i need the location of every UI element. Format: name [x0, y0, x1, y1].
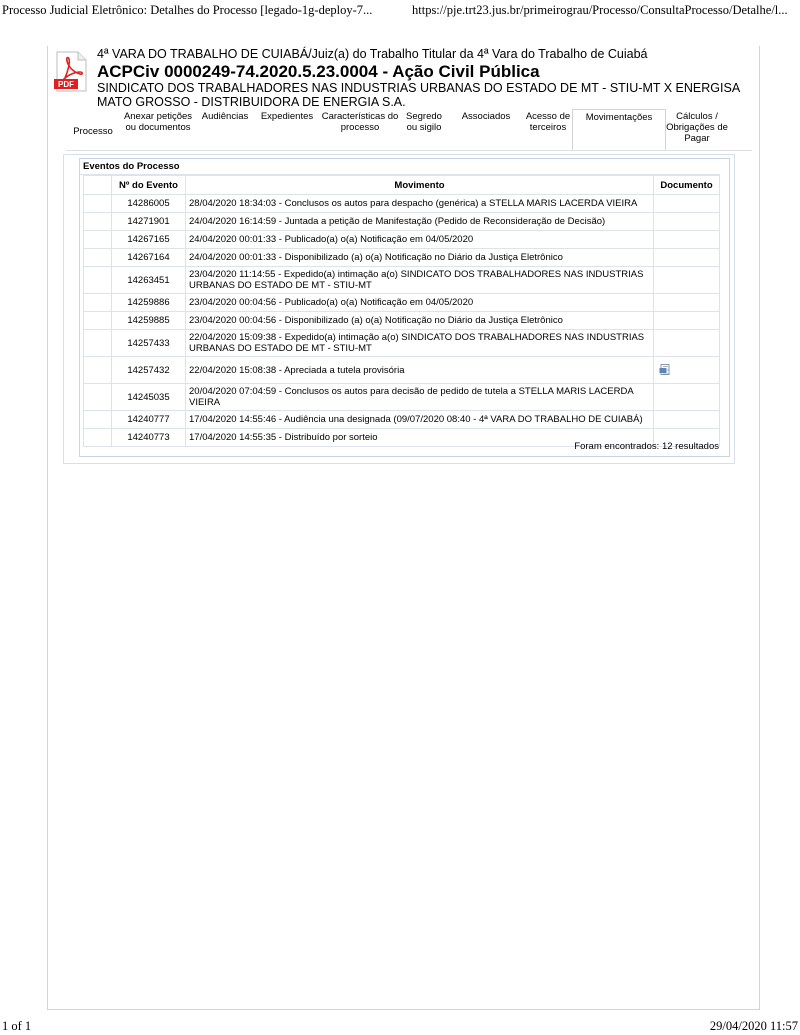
tab-movimentacoes[interactable]: Movimentações [572, 109, 666, 151]
event-document [654, 294, 720, 312]
row-blank-cell [84, 294, 112, 312]
row-blank-cell [84, 267, 112, 294]
event-number: 14257433 [112, 330, 186, 357]
table-row [84, 312, 720, 330]
event-number: 14240773 [112, 429, 186, 447]
table-row [84, 249, 720, 267]
print-footer [0, 1017, 800, 1035]
tab-calculos[interactable]: Cálculos / Obrigações de Pagar [666, 111, 728, 144]
tab-segredo[interactable]: Segredo ou sigilo [406, 111, 442, 133]
tab-processo[interactable]: Processo [73, 125, 113, 137]
pdf-icon[interactable] [53, 51, 89, 93]
event-movement: 23/04/2020 00:04:56 - Disponibilizado (a) o(a) Notificação no Diário da Justiça Eletrônico [186, 312, 654, 330]
event-document [654, 267, 720, 294]
event-document [654, 384, 720, 411]
row-blank-cell [84, 411, 112, 429]
print-page-number: 1 of 1 [2, 1019, 32, 1033]
event-movement: 22/04/2020 15:08:38 - Apreciada a tutela provisória [186, 357, 654, 384]
event-movement: 28/04/2020 18:34:03 - Conclusos os autos para despacho (genérica) a STELLA MARIS LACERDA VIEIRA [186, 195, 654, 213]
column-header-document[interactable]: Documento [654, 176, 720, 195]
tab-anexar[interactable]: Anexar petições ou documentos [123, 111, 193, 133]
event-number: 14267165 [112, 231, 186, 249]
table-row [84, 330, 720, 357]
column-header-blank [84, 176, 112, 195]
event-number: 14259886 [112, 294, 186, 312]
column-header-event-number[interactable]: Nº do Evento [112, 176, 186, 195]
event-number: 14245035 [112, 384, 186, 411]
table-row [84, 213, 720, 231]
tab-caracteristicas[interactable]: Características do processo [321, 111, 399, 133]
tab-acesso[interactable]: Acesso de terceiros [525, 111, 571, 133]
tab-divider [66, 150, 752, 151]
tab-audiencias[interactable]: Audiências [201, 111, 249, 122]
event-movement: 23/04/2020 11:14:55 - Expedido(a) intimação a(o) SINDICATO DOS TRABALHADORES NAS INDUSTRIAS URBANAS DO ESTADO DE MT - STIU-MT [186, 267, 654, 294]
event-number: 14259885 [112, 312, 186, 330]
table-row [84, 294, 720, 312]
column-header-movement[interactable]: Movimento [186, 176, 654, 195]
row-blank-cell [84, 249, 112, 267]
print-header [0, 0, 800, 20]
row-blank-cell [84, 312, 112, 330]
row-blank-cell [84, 384, 112, 411]
document-icon[interactable] [659, 364, 671, 376]
row-blank-cell [84, 330, 112, 357]
row-blank-cell [84, 231, 112, 249]
print-datetime: 29/04/2020 11:57 [709, 1019, 798, 1033]
event-movement: 23/04/2020 00:04:56 - Publicado(a) o(a) Notificação em 04/05/2020 [186, 294, 654, 312]
event-movement: 24/04/2020 00:01:33 - Disponibilizado (a) o(a) Notificação no Diário da Justiça Eletrônico [186, 249, 654, 267]
events-table [83, 175, 720, 447]
tab-associados[interactable]: Associados [461, 111, 511, 122]
event-movement: 20/04/2020 07:04:59 - Conclusos os autos para decisão de pedido de tutela a STELLA MARIS LACERDA VIEIRA [186, 384, 654, 411]
event-number: 14286005 [112, 195, 186, 213]
events-panel-title: Eventos do Processo [80, 159, 720, 175]
event-number: 14271901 [112, 213, 186, 231]
table-row [84, 231, 720, 249]
event-number: 14257432 [112, 357, 186, 384]
event-movement: 24/04/2020 16:14:59 - Juntada a petição de Manifestação (Pedido de Reconsideração de Decisão) [186, 213, 654, 231]
event-movement: 24/04/2020 00:01:33 - Publicado(a) o(a) Notificação em 04/05/2020 [186, 231, 654, 249]
table-header-row [84, 176, 720, 195]
table-row [84, 267, 720, 294]
court-name: 4ª VARA DO TRABALHO DE CUIABÁ/Juiz(a) do Trabalho Titular da 4ª Vara do Trabalho de Cuiabá [97, 47, 648, 61]
event-movement: 17/04/2020 14:55:46 - Audiência una designada (09/07/2020 08:40 - 4ª VARA DO TRABALHO DE CUIABÁ) [186, 411, 654, 429]
event-document [654, 357, 720, 384]
event-document [654, 411, 720, 429]
event-document [654, 330, 720, 357]
process-title: ACPCiv 0000249-74.2020.5.23.0004 - Ação Civil Pública [97, 62, 540, 81]
event-movement: 22/04/2020 15:09:38 - Expedido(a) intimação a(o) SINDICATO DOS TRABALHADORES NAS INDUSTRIAS URBANAS DO ESTADO DE MT - STIU-MT [186, 330, 654, 357]
table-row [84, 357, 720, 384]
row-blank-cell [84, 195, 112, 213]
event-movement: 17/04/2020 14:55:35 - Distribuído por sorteio [186, 429, 654, 447]
event-number: 14263451 [112, 267, 186, 294]
table-row [84, 384, 720, 411]
table-row [84, 411, 720, 429]
table-row [84, 195, 720, 213]
pdf-label: PDF [58, 80, 74, 89]
event-document [654, 213, 720, 231]
event-document [654, 249, 720, 267]
event-number: 14267164 [112, 249, 186, 267]
event-document [654, 231, 720, 249]
tab-bar [66, 109, 752, 151]
event-document [654, 195, 720, 213]
row-blank-cell [84, 357, 112, 384]
process-parties: SINDICATO DOS TRABALHADORES NAS INDUSTRIAS URBANAS DO ESTADO DE MT - STIU-MT X ENERGISA MATO GROSSO - DISTRIBUIDORA DE ENERGIA S.A. [97, 81, 740, 109]
results-count: Foram encontrados: 12 resultados [574, 441, 719, 452]
tab-expedientes[interactable]: Expedientes [260, 111, 314, 122]
event-document [654, 312, 720, 330]
event-number: 14240777 [112, 411, 186, 429]
row-blank-cell [84, 213, 112, 231]
print-page-url: https://pje.trt23.jus.br/primeirograu/Processo/ConsultaProcesso/Detalhe/l... [412, 3, 788, 17]
print-page-title: Processo Judicial Eletrônico: Detalhes do Processo [legado-1g-deploy-7... [2, 3, 373, 17]
